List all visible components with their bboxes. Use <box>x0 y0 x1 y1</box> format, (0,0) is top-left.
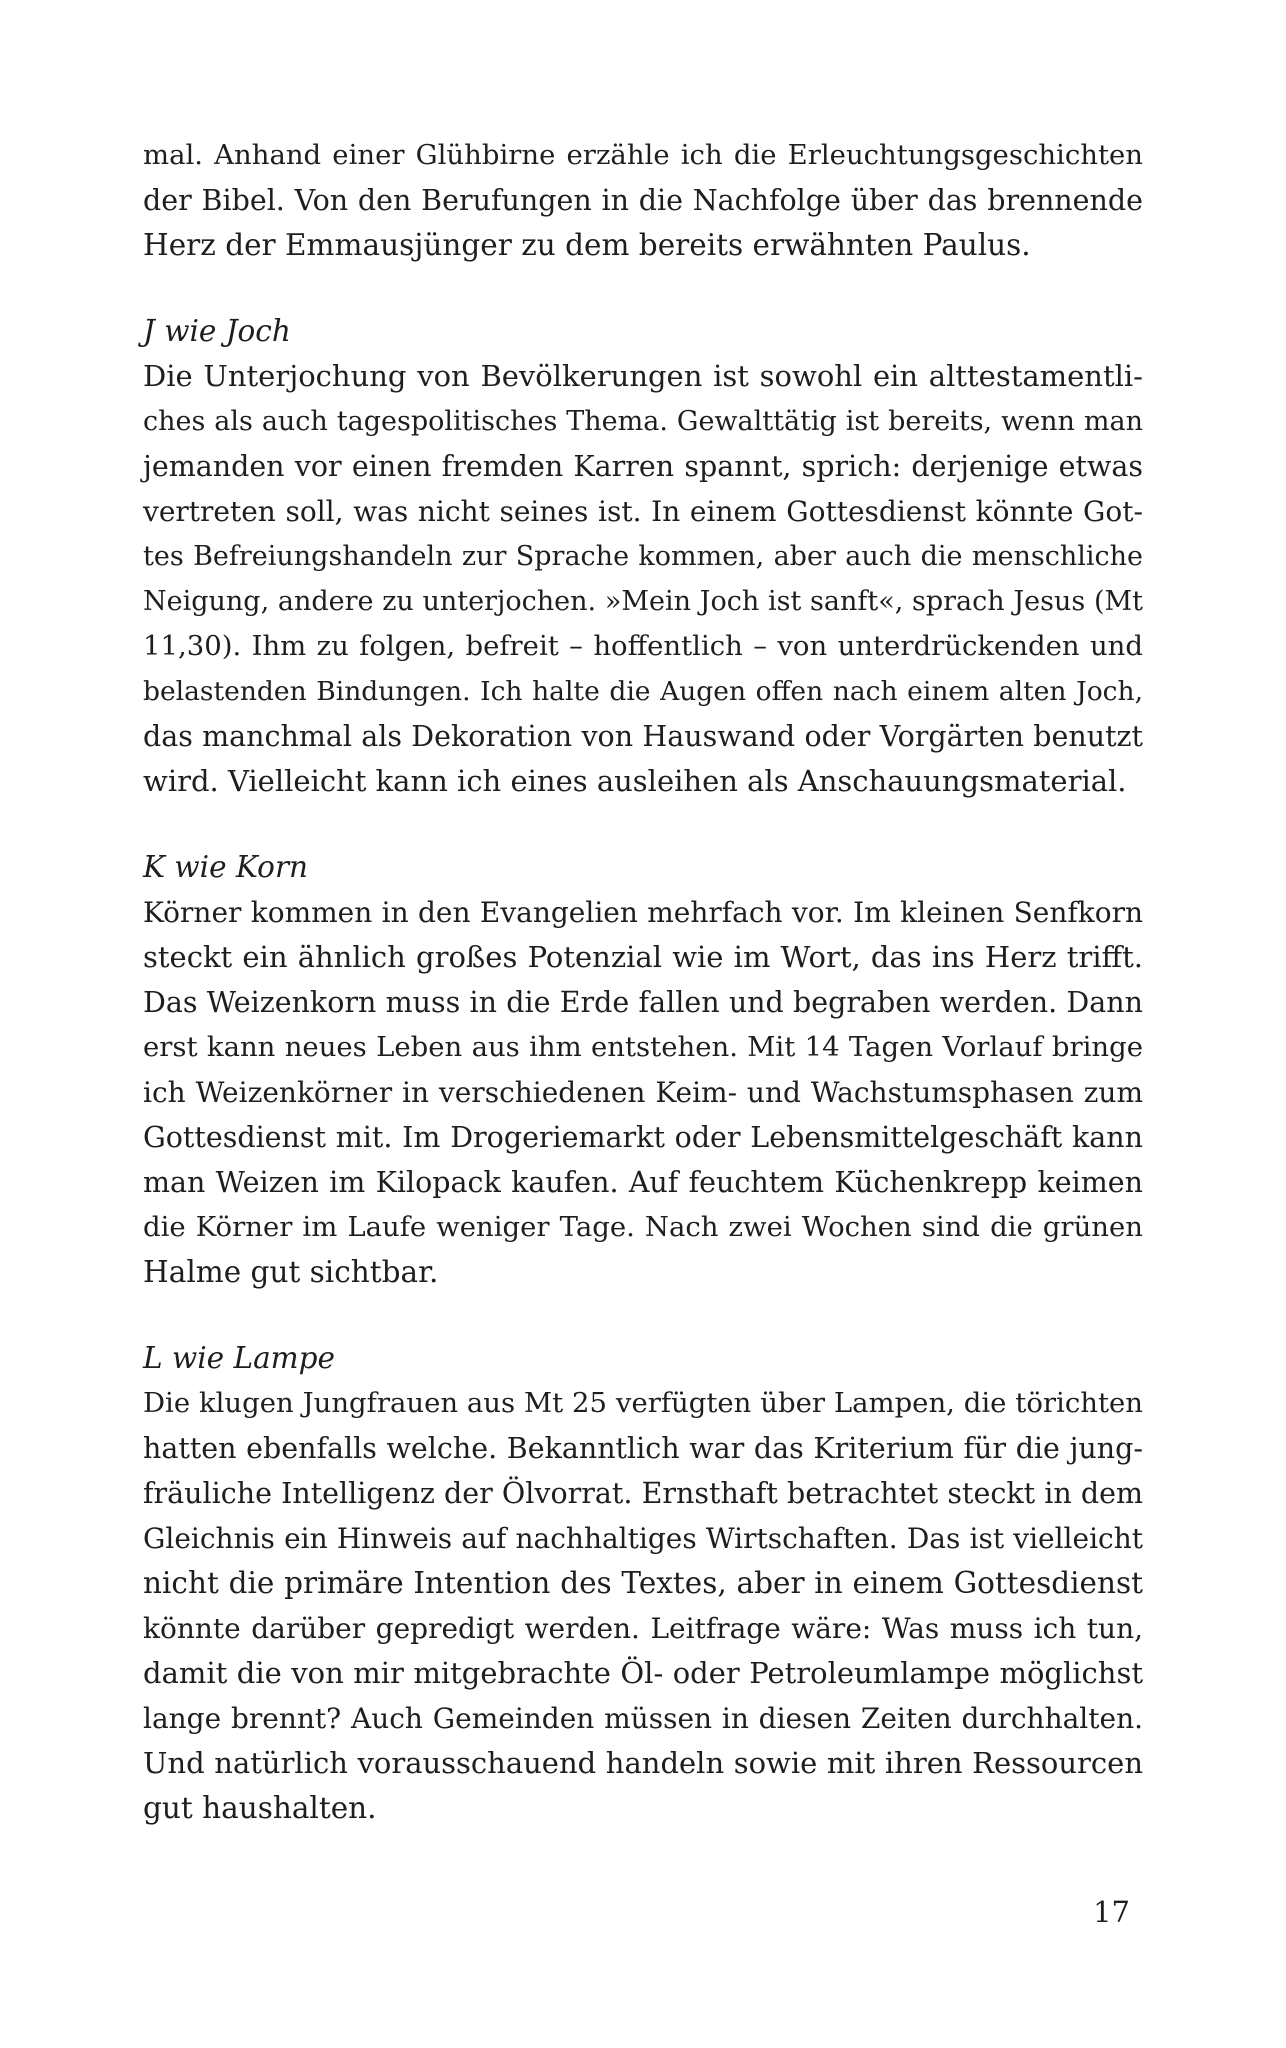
body-line: Halme gut sichtbar. <box>143 1255 439 1289</box>
body-line: Die Unterjochung von Bevölkerungen ist sowohl ein alttestamentli- <box>143 359 1143 393</box>
section-korn <box>143 845 1143 1295</box>
body-line: fräuliche Intelligenz der Ölvorrat. Ernsthaft betrachtet steckt in dem <box>143 1477 1143 1510</box>
section-lampe <box>143 1336 1143 1831</box>
body-line: damit die von mir mitgebrachte Öl- oder Petroleumlampe möglichst <box>143 1656 1143 1690</box>
section-heading: J wie Joch <box>143 314 291 348</box>
paragraph-gap <box>143 268 1143 309</box>
body-line: 11,30). Ihm zu folgen, befreit – hoffentlich – von unterdrückenden und <box>143 630 1143 662</box>
body-line: erst kann neues Leben aus ihm entstehen. Mit 14 Tagen Vorlauf bringe <box>143 1031 1143 1063</box>
body-line: die Körner im Laufe weniger Tage. Nach zwei Wochen sind die grünen <box>143 1211 1143 1243</box>
section-heading: K wie Korn <box>143 850 309 884</box>
body-line: Herz der Emmausjünger zu dem bereits erwähnten Paulus. <box>143 228 1031 262</box>
body-line: ches als auch tagespolitisches Thema. Gewalttätig ist bereits, wenn man <box>143 406 1143 437</box>
body-line: könnte darüber gepredigt werden. Leitfrage wäre: Was muss ich tun, <box>143 1612 1143 1645</box>
body-line: Körner kommen in den Evangelien mehrfach vor. Im kleinen Senfkorn <box>143 896 1143 929</box>
section-joch <box>143 309 1143 804</box>
paragraph-gap <box>143 804 1143 845</box>
body-line: Gottesdienst mit. Im Drogeriemarkt oder Lebensmittelgeschäft kann <box>143 1121 1143 1154</box>
body-line: das manchmal als Dekoration von Hauswand oder Vorgärten benutzt <box>143 720 1143 753</box>
body-line: mal. Anhand einer Glühbirne erzähle ich die Erleuchtungsgeschichten <box>143 139 1143 171</box>
body-line: Neigung, andere zu unterjochen. »Mein Joch ist sanft«, sprach Jesus (Mt <box>143 586 1143 617</box>
body-line: wird. Vielleicht kann ich eines ausleihen als Anschauungsmaterial. <box>143 764 1127 798</box>
body-line: tes Befreiungshandeln zur Sprache kommen, aber auch die menschliche <box>143 541 1143 572</box>
body-line: lange brennt? Auch Gemeinden müssen in diesen Zeiten durchhalten. <box>143 1702 1143 1735</box>
body-line: Gleichnis ein Hinweis auf nachhaltiges Wirtschaften. Das ist vielleicht <box>143 1522 1143 1555</box>
intro-paragraph <box>143 133 1143 268</box>
body-line: hatten ebenfalls welche. Bekanntlich war das Kriterium für die jung- <box>143 1432 1143 1465</box>
body-line: jemanden vor einen fremden Karren spannt, sprich: derjenige etwas <box>143 450 1143 483</box>
body-line: der Bibel. Von den Berufungen in die Nachfolge über das brennende <box>143 184 1143 217</box>
body-line: steckt ein ähnlich großes Potenzial wie im Wort, das ins Herz trifft. <box>143 940 1143 974</box>
page-body <box>143 133 1143 1831</box>
body-line: nicht die primäre Intention des Textes, aber in einem Gottesdienst <box>143 1566 1143 1600</box>
body-line: Und natürlich vorausschauend handeln sowie mit ihren Ressourcen <box>143 1746 1143 1780</box>
body-line: man Weizen im Kilopack kaufen. Auf feuchtem Küchenkrepp keimen <box>143 1166 1143 1199</box>
page-number: 17 <box>1093 1895 1130 1929</box>
body-line: gut haushalten. <box>143 1791 377 1825</box>
section-heading: L wie Lampe <box>143 1341 335 1375</box>
body-line: ich Weizenkörner in verschiedenen Keim- und Wachstumsphasen zum <box>143 1076 1143 1109</box>
body-line: belastenden Bindungen. Ich halte die Augen offen nach einem alten Joch, <box>143 676 1143 707</box>
paragraph-gap <box>143 1295 1143 1336</box>
body-line: vertreten soll, was nicht seines ist. In einem Gottesdienst könnte Got- <box>143 495 1143 528</box>
body-line: Die klugen Jungfrauen aus Mt 25 verfügten über Lampen, die törichten <box>143 1387 1143 1419</box>
body-line: Das Weizenkorn muss in die Erde fallen und begraben werden. Dann <box>143 986 1143 1019</box>
